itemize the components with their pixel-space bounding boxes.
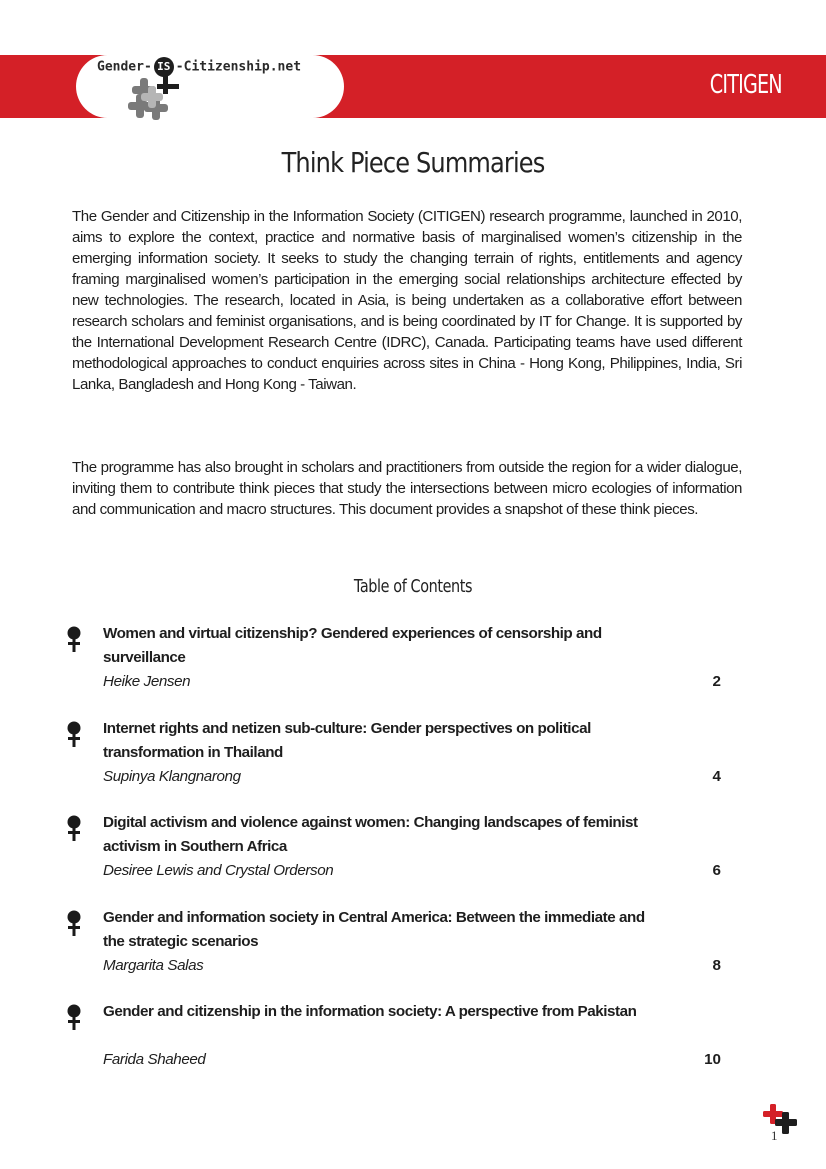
intro-paragraph-2: The programme has also brought in scholars and practitioners from outside the region for a wider dialogue, inviting them to contribute think pieces that study the intersections between micro ecologies of information and communication and macro structures. This document provides a snapshot of these think pieces.: [72, 459, 742, 518]
toc-heading: Table of Contents: [353, 576, 473, 597]
toc-entry-author: Margarita Salas: [103, 956, 204, 974]
toc-entry-page: 2: [712, 673, 721, 690]
toc-entry-page: 6: [712, 862, 721, 879]
toc-entry[interactable]: [66, 811, 726, 906]
toc-entry-title[interactable]: Digital activism and violence against women: Changing landscapes of feminist activism in Southern Africa: [103, 814, 638, 855]
site-name-suffix: -Citizenship.net: [175, 59, 302, 75]
toc-entry-title[interactable]: Gender and citizenship in the information society: A perspective from Pakistan: [103, 1003, 637, 1020]
toc-entry[interactable]: [66, 717, 726, 812]
brand-citigen: CITIGEN: [709, 70, 782, 100]
logo-crosses-icon: [128, 74, 188, 122]
toc-entry-page: 10: [704, 1051, 721, 1068]
toc-entry-title[interactable]: Women and virtual citizenship? Gendered experiences of censorship and surveillance: [103, 625, 602, 666]
intro-paragraph-1: The Gender and Citizenship in the Information Society (CITIGEN) research programme, launched in 2010, aims to explore the context, practice and normative basis of marginalised women’s citizenship in the emerging information society. It seeks to study the changing terrain of rights, entitlements and agency framing marginalised women’s participation in the emerging social relationships architecture effected by new technologies. The research, located in Asia, is being undertaken as a collaborative effort between research scholars and feminist organisations, and is being coordinated by IT for Change. It is supported by the International Development Research Centre (IDRC), Canada. Participating teams have used different methodological approaches to conduct enquiries across sites in China - Hong Kong, Philippines, India, Sri Lanka, Bangladesh and Hong Kong - Taiwan.: [72, 208, 742, 393]
venus-icon: [66, 1004, 82, 1030]
page-number: 1: [771, 1128, 778, 1143]
toc-entry-title[interactable]: Gender and information society in Central America: Between the immediate and the strategic scenarios: [103, 908, 645, 950]
plus-crosses-icon: [762, 1104, 802, 1138]
toc-entry-page: 4: [712, 767, 721, 785]
venus-icon: [66, 910, 82, 936]
toc-entry-author: Desiree Lewis and Crystal Orderson: [103, 862, 334, 879]
venus-icon: [66, 626, 82, 652]
is-badge: IS: [154, 57, 174, 77]
toc-entry[interactable]: [66, 622, 726, 717]
table-of-contents: [66, 622, 726, 1095]
page-title: Think Piece Summaries: [281, 146, 545, 179]
toc-entry-author: Farida Shaheed: [103, 1051, 206, 1068]
toc-entry[interactable]: [66, 906, 726, 1001]
toc-entry-page: 8: [712, 956, 721, 974]
toc-entry[interactable]: [66, 1000, 726, 1095]
venus-icon: [66, 815, 82, 841]
toc-entry-author: Supinya Klangnarong: [103, 767, 241, 785]
site-name-prefix: Gender-: [97, 59, 152, 75]
toc-entry-author: Heike Jensen: [103, 673, 191, 690]
toc-entry-title[interactable]: Internet rights and netizen sub-culture: Gender perspectives on political transformation in Thailand: [103, 719, 591, 761]
venus-icon: [66, 721, 82, 747]
